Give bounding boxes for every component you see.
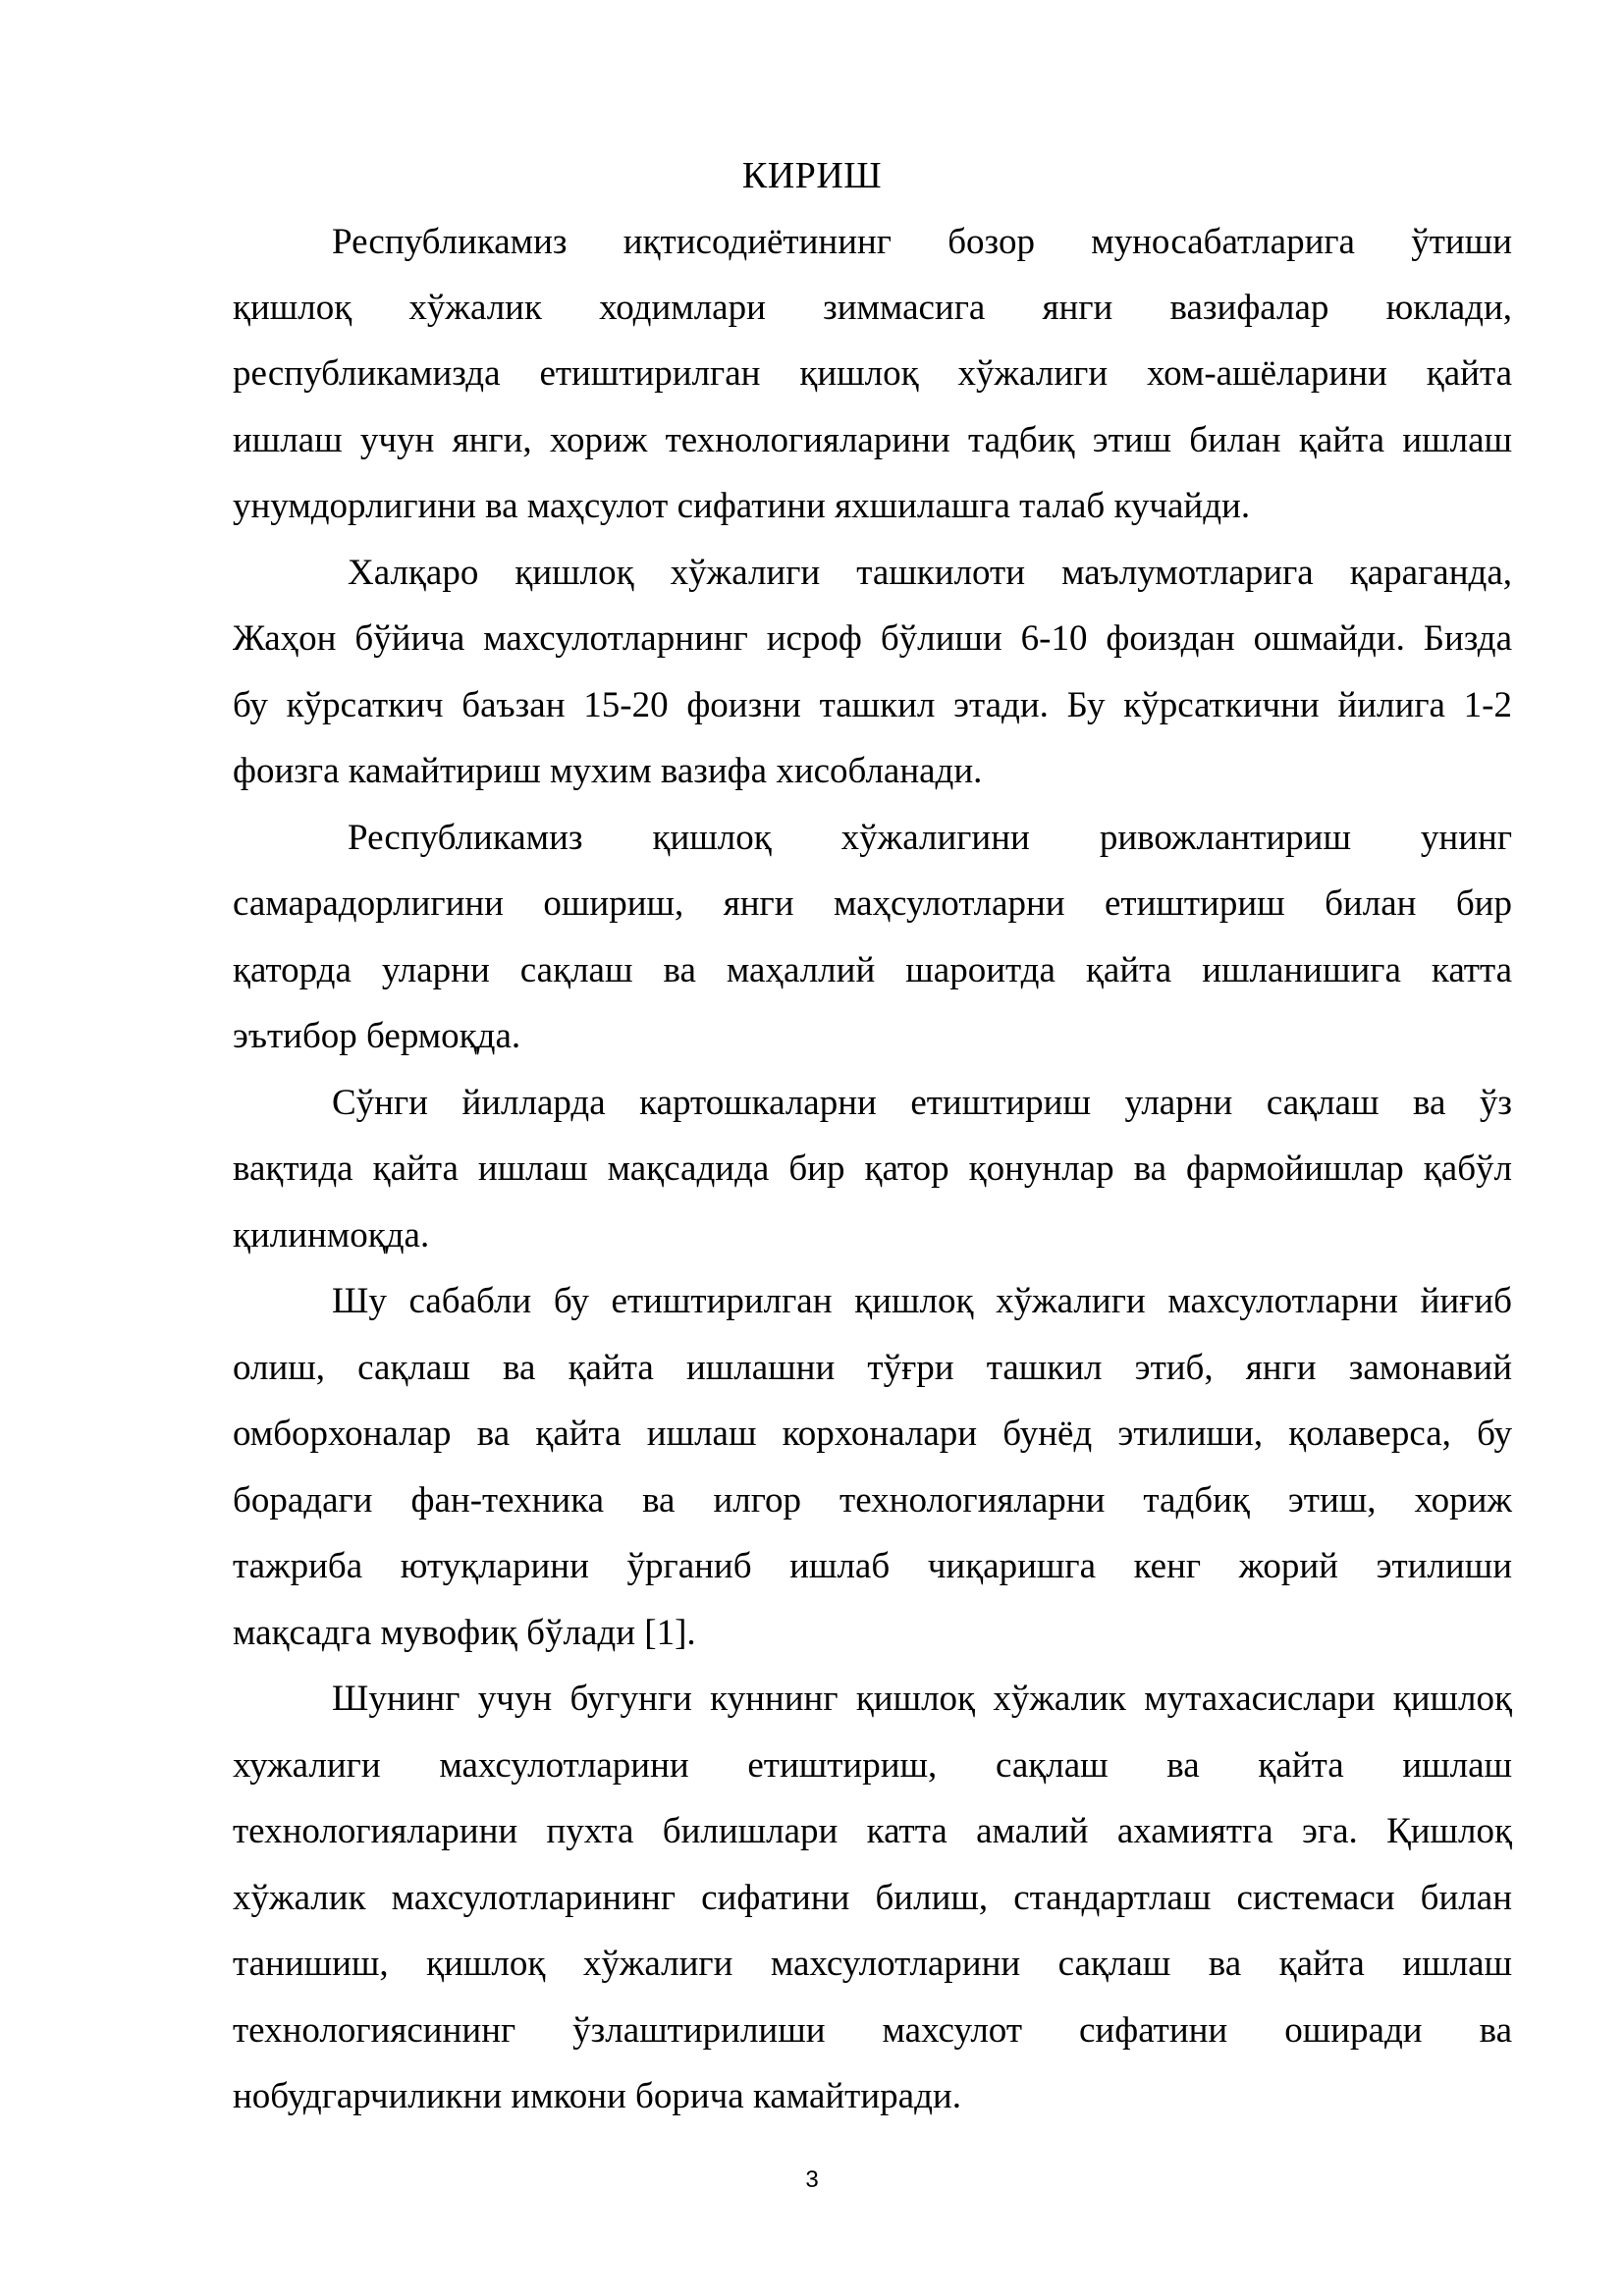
paragraph-line: қилинмоқда.	[233, 1215, 430, 1255]
paragraph-line: Сўнги йилларда картошкаларни етиштириш уларни сақлаш ва ўз	[332, 1083, 1512, 1123]
paragraph-line: унумдорлигини ва маҳсулот сифатини яхшилашга талаб кучайди.	[233, 486, 1251, 526]
paragraph-line: қишлоқ хўжалик ходимлари зиммасига янги вазифалар юклади,	[233, 288, 1512, 328]
paragraph-line: олиш, сақлаш ва қайта ишлашни тўғри ташкил этиб, янги замонавий	[233, 1348, 1512, 1388]
paragraph-line: Халқаро қишлоқ хўжалиги ташкилоти маълумотларига қараганда,	[348, 553, 1512, 593]
paragraph-line: нобудгарчиликни имкони борича камайтиради.	[233, 2076, 961, 2116]
paragraph-line: вақтида қайта ишлаш мақсадида бир қатор қонунлар ва фармойишлар қабўл	[233, 1148, 1512, 1189]
paragraph-line: тажриба ютуқларини ўрганиб ишлаб чиқаришга кенг жорий этилиши	[233, 1546, 1512, 1586]
paragraph-line: бу кўрсаткич баъзан 15-20 фоизни ташкил этади. Бу кўрсаткични йилига 1-2	[233, 685, 1512, 725]
paragraph-line: борадаги фан-техника ва илгор технологияларни тадбиқ этиш, хориж	[233, 1480, 1512, 1521]
paragraph-line: Республикамиз қишлоқ хўжалигини ривожлантириш унинг	[348, 818, 1512, 858]
paragraph-line: хўжалик махсулотларининг сифатини билиш, стандартлаш системаси билан	[233, 1878, 1512, 1918]
paragraph-line: ишлаш учун янги, хориж технологияларини тадбиқ этиш билан қайта ишлаш	[233, 420, 1512, 460]
paragraph-line: Жаҳон бўйича махсулотларнинг исроф бўлиши 6-10 фоиздан ошмайди. Бизда	[233, 618, 1512, 659]
paragraph-line: технологияларини пухта билишлари катта амалий ахамиятга эга. Қишлоқ	[233, 1811, 1512, 1851]
page-title: КИРИШ	[741, 155, 883, 196]
paragraph-line: Шу сабабли бу етиштирилган қишлоқ хўжалиги махсулотларни йиғиб	[332, 1281, 1512, 1321]
paragraph-line: технологиясининг ўзлаштирилиши махсулот сифатини оширади ва	[233, 2010, 1512, 2051]
paragraph-line: қаторда уларни сақлаш ва маҳаллий шароитда қайта ишланишига катта	[233, 950, 1512, 990]
paragraph-line: танишиш, қишлоқ хўжалиги махсулотларини сақлаш ва қайта ишлаш	[233, 1944, 1512, 1984]
paragraph-line: мақсадга мувофиқ бўлади [1].	[233, 1613, 696, 1653]
paragraph-line: эътибор бермоқда.	[233, 1016, 521, 1056]
paragraph-line: омборхоналар ва қайта ишлаш корхоналари бунёд этилиши, қолаверса, бу	[233, 1414, 1512, 1454]
paragraph-line: хужалиги махсулотларини етиштириш, сақлаш ва қайта ишлаш	[233, 1745, 1512, 1786]
paragraph-line: фоизга камайтириш мухим вазифа хисобланади.	[233, 751, 983, 791]
paragraph-line: Шунинг учун бугунги куннинг қишлоқ хўжалик мутахасислари қишлоқ	[332, 1679, 1512, 1719]
page-number: 3	[805, 2166, 819, 2193]
paragraph-line: республикамизда етиштирилган қишлоқ хўжалиги хом-ашёларини қайта	[233, 353, 1512, 394]
paragraph-line: Республикамиз иқтисодиётининг бозор муносабатларига ўтиши	[332, 222, 1512, 262]
paragraph-line: самарадорлигини ошириш, янги маҳсулотларни етиштириш билан бир	[233, 883, 1512, 924]
